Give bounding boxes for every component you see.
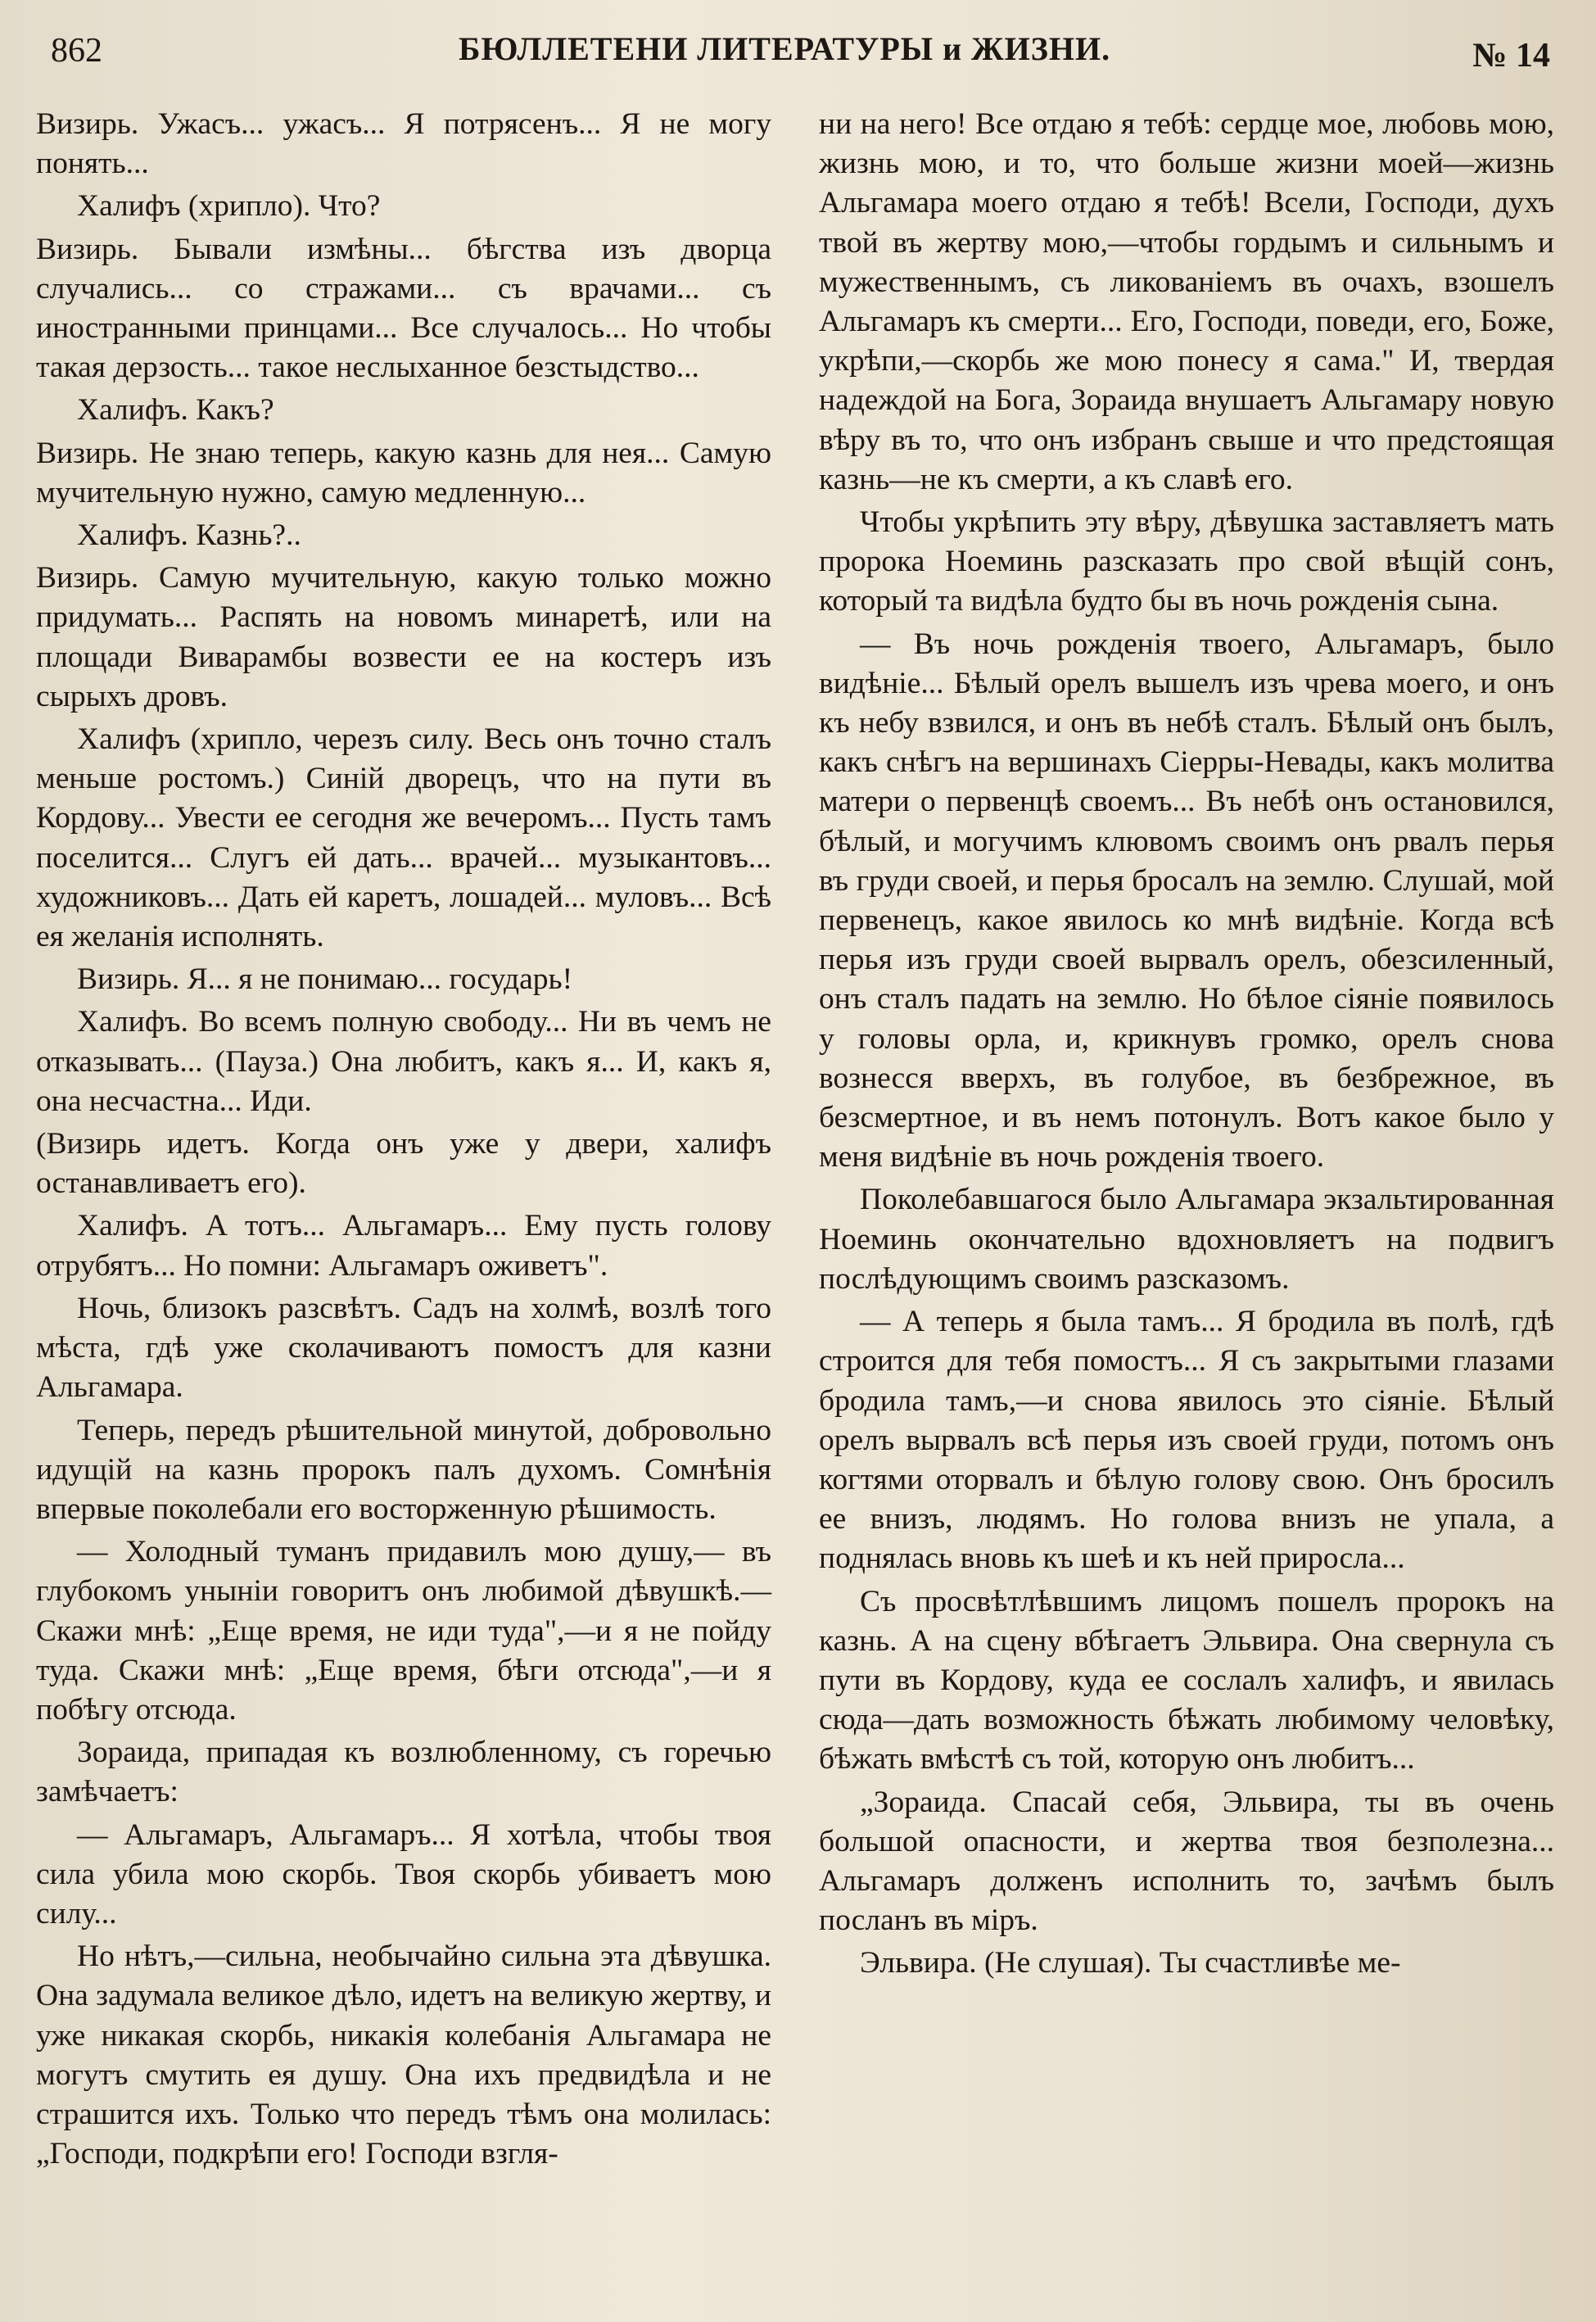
paragraph: Халифъ. Какъ?	[77, 393, 274, 428]
left-column	[36, 105, 771, 2177]
paragraph: Чтобы укрѣпить эту вѣру, дѣвушка заставляетъ мать пророка Ноеминь разсказать про свой вѣщій сонъ, который та видѣла будто бы въ ночь рожденія сына.	[819, 505, 1554, 618]
paragraph: Визирь. Самую мучительную, какую только можно придумать... Распять на новомъ минаретѣ, или на площади Виварамбы возвести ее на костеръ изъ сырыхъ дровъ.	[36, 561, 771, 713]
paragraph: Зораида, припадая къ возлюбленному, съ горечью замѣчаетъ:	[36, 1736, 771, 1809]
paragraph: Халифъ (хрипло). Что?	[77, 189, 381, 224]
running-title: БЮЛЛЕТЕНИ ЛИТЕРАТУРЫ и ЖИЗНИ.	[459, 30, 1111, 67]
paragraph: Эльвира. (Не слушая). Ты счастливѣе ме-	[860, 1946, 1401, 1980]
paragraph: — Холодный туманъ придавилъ мою душу,— въ глубокомъ уныніи говоритъ онъ любимой дѣвушкѣ.—Скажи мнѣ: „Еще время, не иди туда",—и я не пойду туда. Скажи мнѣ: „Еще время, бѣги отсюда",—и я побѣгу отсюда.	[36, 1535, 771, 1727]
paragraph: Теперь, передъ рѣшительной минутой, добровольно идущій на казнь пророкъ палъ духомъ. Сомнѣнія впервые поколебали его восторженную рѣшимость.	[36, 1413, 771, 1526]
issue-number: № 14	[1472, 37, 1550, 75]
paragraph: Ночь, близокъ разсвѣтъ. Садъ на холмѣ, возлѣ того мѣста, гдѣ уже сколачиваютъ помостъ для казни Альгамара.	[36, 1291, 771, 1405]
stage-direction: (Визирь идетъ. Когда онъ уже у двери, халифъ останавливаетъ его).	[36, 1127, 771, 1201]
paragraph: Поколебавшагося было Альгамара экзальтированная Ноеминь окончательно вдохновляетъ на подвигъ послѣдующимъ своимъ разсказомъ.	[819, 1183, 1554, 1296]
paragraph: — Въ ночь рожденія твоего, Альгамаръ, было видѣніе... Бѣлый орелъ вышелъ изъ чрева моего, и онъ къ небу взвился, и онъ въ небѣ сталъ. Бѣлый онъ былъ, какъ снѣгъ на вершинахъ Сіерры-Невады, какъ молитва матери о первенцѣ своемъ... Въ небѣ онъ остановился, бѣлый, и могучимъ клювомъ своимъ онъ рвалъ перья въ груди своей, и перья бросалъ на землю. Слушай, мой первенецъ, какое явилось ко мнѣ видѣніе. Когда всѣ перья изъ груди своей вырвалъ орелъ, обезсиленный, онъ сталъ падать на землю. Но бѣлое сіяніе появилось у головы орла, и, крикнувъ громко, орелъ снова вознесся вверхъ, въ голубое, въ безбрежное, въ безсмертное, и въ немъ потонулъ. Вотъ какое было у меня видѣніе въ ночь рожденія твоего.	[819, 627, 1554, 1175]
paragraph: Халифъ. А тотъ... Альгамаръ... Ему пусть голову отрубятъ... Но помни: Альгамаръ оживетъ".	[36, 1209, 771, 1283]
page-number: 862	[51, 32, 102, 70]
paragraph: — А теперь я была тамъ... Я бродила въ полѣ, гдѣ строится для тебя помостъ... Я съ закрытыми глазами бродила тамъ,—и снова явилось это сіяніе. Бѣлый орелъ вырвалъ всѣ перья изъ своей груди, потомъ онъ когтями оторвалъ и бѣлую голову свою. Онъ бросилъ ее внизъ, людямъ. Но голова внизъ не упала, а поднялась вновь къ шеѣ и къ ней приросла...	[819, 1305, 1554, 1576]
paragraph: Халифъ. Казнь?..	[77, 518, 301, 553]
paragraph: Но нѣтъ,—сильна, необычайно сильна эта дѣвушка. Она задумала великое дѣло, идетъ на великую жертву, и уже никакая скорбь, никакія колебанія Альгамара не могутъ смутить ея душу. Она ихъ предвидѣла и не страшится ихъ. Только что передъ тѣмъ она молилась: „Господи, подкрѣпи его! Господи взгля-	[36, 1940, 771, 2171]
paragraph: Визирь. Я... я не понимаю... государь!	[77, 962, 573, 997]
right-column	[819, 105, 1554, 1987]
paragraph: Халифъ (хрипло, черезъ силу. Весь онъ точно сталъ меньше ростомъ.) Синій дворецъ, что на пути въ Кордову... Увести ее сегодня же вечеромъ... Пусть тамъ поселится... Слугъ ей дать... врачей... музыкантовъ... художниковъ... Дать ей каретъ, лошадей... муловъ... Всѣ ея желанія исполнять.	[36, 722, 771, 954]
paragraph: — Альгамаръ, Альгамаръ... Я хотѣла, чтобы твоя сила убила мою скорбь. Твоя скорбь убиваетъ мою силу...	[36, 1817, 771, 1930]
paragraph: ни на него! Все отдаю я тебѣ: сердце мое, любовь мою, жизнь мою, и то, что больше жизни моей—жизнь Альгамара моего отдаю я тебѣ! Всели, Господи, духъ твой въ жертву мою,—чтобы гордымъ и сильнымъ и мужественнымъ, съ ликованіемъ въ очахъ, взошелъ Альгамаръ къ смерти... Его, Господи, поведи, его, Боже, укрѣпи,—скорбь же мою понесу я сама." И, твердая надеждой на Бога, Зораида внушаетъ Альгамару новую вѣру въ то, что онъ избранъ свыше и что предстоящая казнь—не къ смерти, а къ славѣ его.	[819, 107, 1554, 496]
paragraph: Визирь. Ужасъ... ужасъ... Я потрясенъ... Я не могу понять...	[36, 107, 771, 181]
page-header	[0, 28, 1596, 85]
paragraph: Халифъ. Во всемъ полную свободу... Ни въ чемъ не отказывать... (Пауза.) Она любитъ, какъ я... И, какъ я, она несчастна... Иди.	[36, 1005, 771, 1118]
paragraph: Визирь. Не знаю теперь, какую казнь для нея... Самую мучительную нужно, самую медленную...	[36, 436, 771, 509]
paragraph: Съ просвѣтлѣвшимъ лицомъ пошелъ пророкъ на казнь. А на сцену вбѣгаетъ Эльвира. Она свернула съ пути въ Кордову, куда ее сослалъ халифъ, и явилась сюда—дать возможность бѣжать любимому человѣку, бѣжать вмѣстѣ съ той, которую онъ любитъ...	[819, 1584, 1554, 1777]
paragraph: „Зораида. Спасай себя, Эльвира, ты въ очень большой опасности, и жертва твоя безполезна... Альгамаръ долженъ исполнить то, зачѣмъ былъ посланъ въ міръ.	[819, 1785, 1554, 1938]
paragraph: Визирь. Бывали измѣны... бѣгства изъ дворца случались... со стражами... съ врачами... съ иностранными принцами... Все случалось... Но чтобы такая дерзость... такое неслыханное безстыдство...	[36, 232, 771, 385]
